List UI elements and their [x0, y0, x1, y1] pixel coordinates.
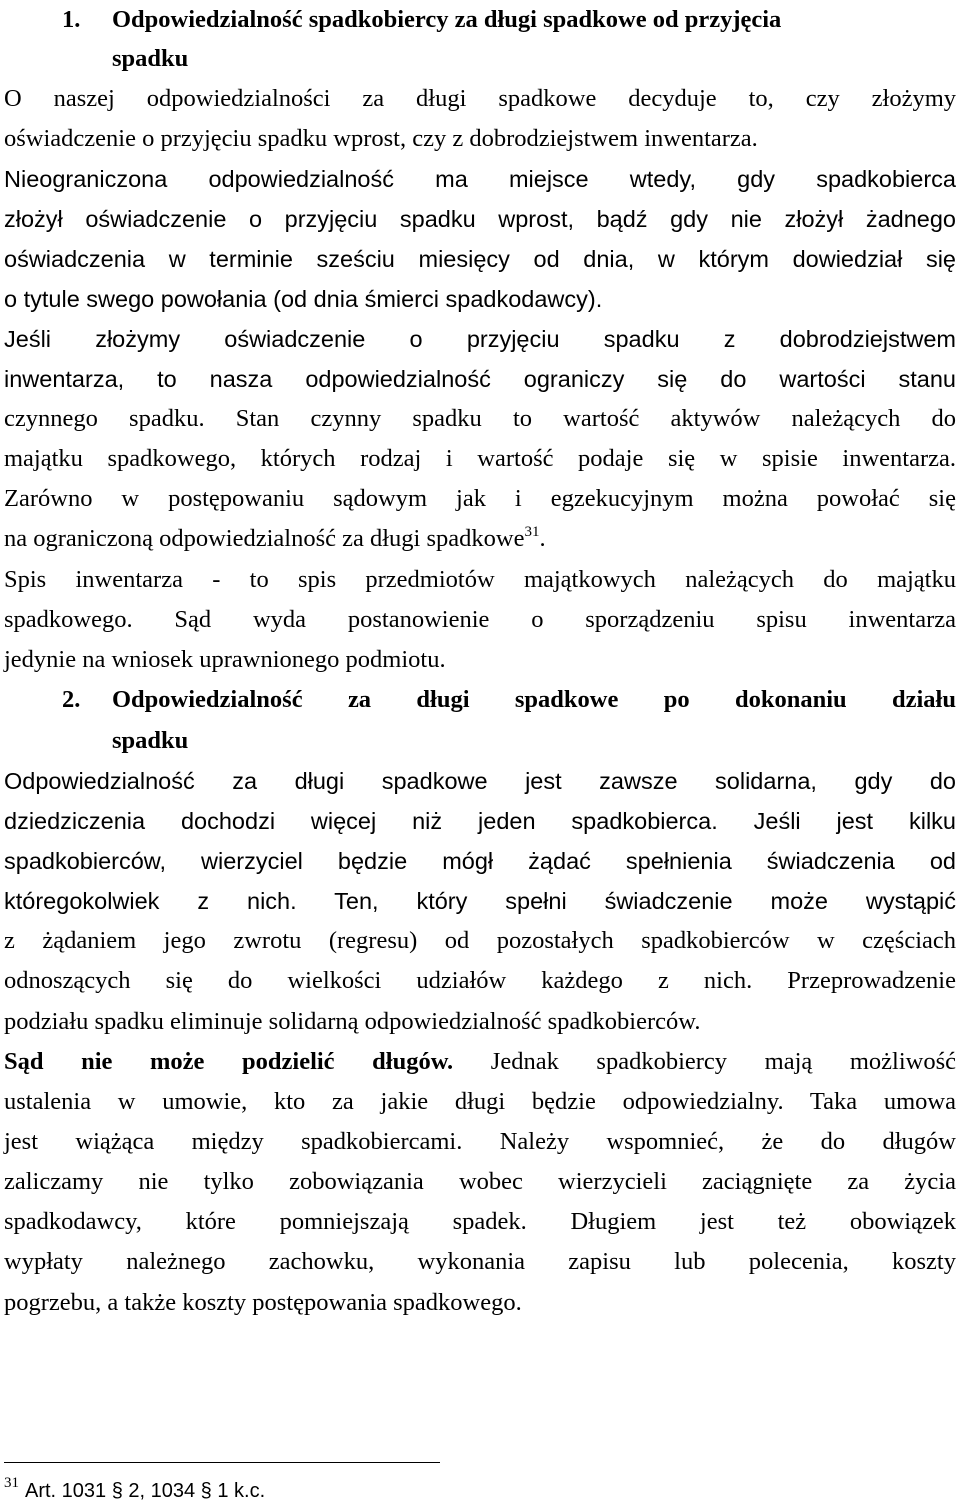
section-2-number: 2. — [62, 686, 81, 713]
paragraph-line: spadkowego. Sąd wyda postanowienie o sporządzeniu spisu inwentarza — [4, 606, 956, 633]
section-1-heading — [4, 0, 956, 40]
paragraph-line: wypłaty należnego zachowku, wykonania zapisu lub polecenia, koszty — [4, 1248, 956, 1275]
footnote-text: Art. 1031 § 2, 1034 § 1 k.c. — [25, 1480, 266, 1502]
paragraph-line: ustalenia w umowie, kto za jakie długi będzie odpowiedzialny. Taka umowa — [4, 1088, 956, 1115]
section-1-heading-cont — [4, 39, 956, 79]
paragraph-line — [4, 519, 956, 559]
section-2-title-cont: spadku — [112, 727, 189, 754]
emphasis-text: Sąd nie może podzielić długów. — [4, 1048, 454, 1075]
paragraph-line: O naszej odpowiedzialności za długi spadkowe decyduje to, czy złożymy — [4, 85, 956, 112]
paragraph-segment: Jednak spadkobiercy mają możliwość — [453, 1048, 956, 1075]
paragraph-line: Nieograniczona odpowiedzialność ma miejsce wtedy, gdy spadkobierca — [4, 166, 956, 192]
paragraph-line — [4, 399, 956, 439]
paragraph-line — [4, 1042, 956, 1082]
section-1-title: Odpowiedzialność spadkobiercy za długi spadkowe od przyjęcia — [112, 6, 782, 33]
paragraph-segment: czynnego spadku. Stan czynny spadku to wartość aktywów należących do — [4, 405, 956, 432]
footnote — [4, 1476, 265, 1506]
paragraph-line: z żądaniem jego zwrotu (regresu) od pozostałych spadkobierców w częściach — [4, 927, 956, 954]
paragraph-line: Spis inwentarza - to spis przedmiotów majątkowych należących do majątku — [4, 566, 956, 593]
paragraph-line: inwentarza, to nasza odpowiedzialność ograniczy się do wartości stanu — [4, 366, 956, 392]
paragraph-line: pogrzebu, a także koszty postępowania spadkowego. — [4, 1289, 522, 1316]
section-1-title-cont: spadku — [112, 45, 189, 72]
paragraph-line: spadkodawcy, które pomniejszają spadek. Długiem jest też obowiązek — [4, 1208, 956, 1235]
footnote-separator — [4, 1462, 440, 1463]
footnote-number: 31 — [4, 1475, 19, 1491]
paragraph-line: Odpowiedzialność za długi spadkowe jest zawsze solidarna, gdy do — [4, 768, 956, 794]
paragraph-line: podziału spadku eliminuje solidarną odpowiedzialność spadkobierców. — [4, 1008, 701, 1035]
paragraph-line: złożył oświadczenie o przyjęciu spadku wprost, bądź gdy nie złożył żadnego — [4, 206, 956, 232]
paragraph-segment: na ograniczoną odpowiedzialność za długi spadkowe — [4, 525, 525, 552]
paragraph-line: o tytule swego powołania (od dnia śmierci spadkodawcy). — [4, 286, 603, 312]
paragraph-line: Zarówno w postępowaniu sądowym jak i egzekucyjnym można powołać się — [4, 485, 956, 512]
paragraph-line: dziedziczenia dochodzi więcej niż jeden spadkobierca. Jeśli jest kilku — [4, 808, 956, 834]
paragraph-line: oświadczenie o przyjęciu spadku wprost, czy z dobrodziejstwem inwentarza. — [4, 125, 758, 152]
paragraph-segment: . — [539, 525, 546, 552]
paragraph-line: spadkobierców, wierzyciel będzie mógł żądać spełnienia świadczenia od — [4, 848, 956, 874]
paragraph-line: któregokolwiek z nich. Ten, który spełni świadczenie może wystąpić — [4, 888, 956, 914]
paragraph-line: Jeśli złożymy oświadczenie o przyjęciu spadku z dobrodziejstwem — [4, 326, 956, 352]
paragraph-line: majątku spadkowego, których rodzaj i wartość podaje się w spisie inwentarza. — [4, 445, 956, 472]
paragraph-line: oświadczenia w terminie sześciu miesięcy od dnia, w którym dowiedział się — [4, 246, 956, 272]
section-1-number: 1. — [62, 6, 81, 33]
paragraph-line: odnoszących się do wielkości udziałów każdego z nich. Przeprowadzenie — [4, 967, 956, 994]
section-2-heading-cont — [4, 721, 956, 761]
footnote-reference[interactable]: 31 — [524, 524, 540, 540]
paragraph-line: zaliczamy nie tylko zobowiązania wobec wierzycieli zaciągnięte za życia — [4, 1168, 956, 1195]
section-2-title: Odpowiedzialność za długi spadkowe po dokonaniu działu — [112, 686, 956, 713]
paragraph-line: jedynie na wniosek uprawnionego podmiotu. — [4, 646, 446, 673]
paragraph-line: jest wiążąca między spadkobiercami. Należy wspomnieć, że do długów — [4, 1128, 956, 1155]
section-2-heading — [4, 680, 956, 720]
